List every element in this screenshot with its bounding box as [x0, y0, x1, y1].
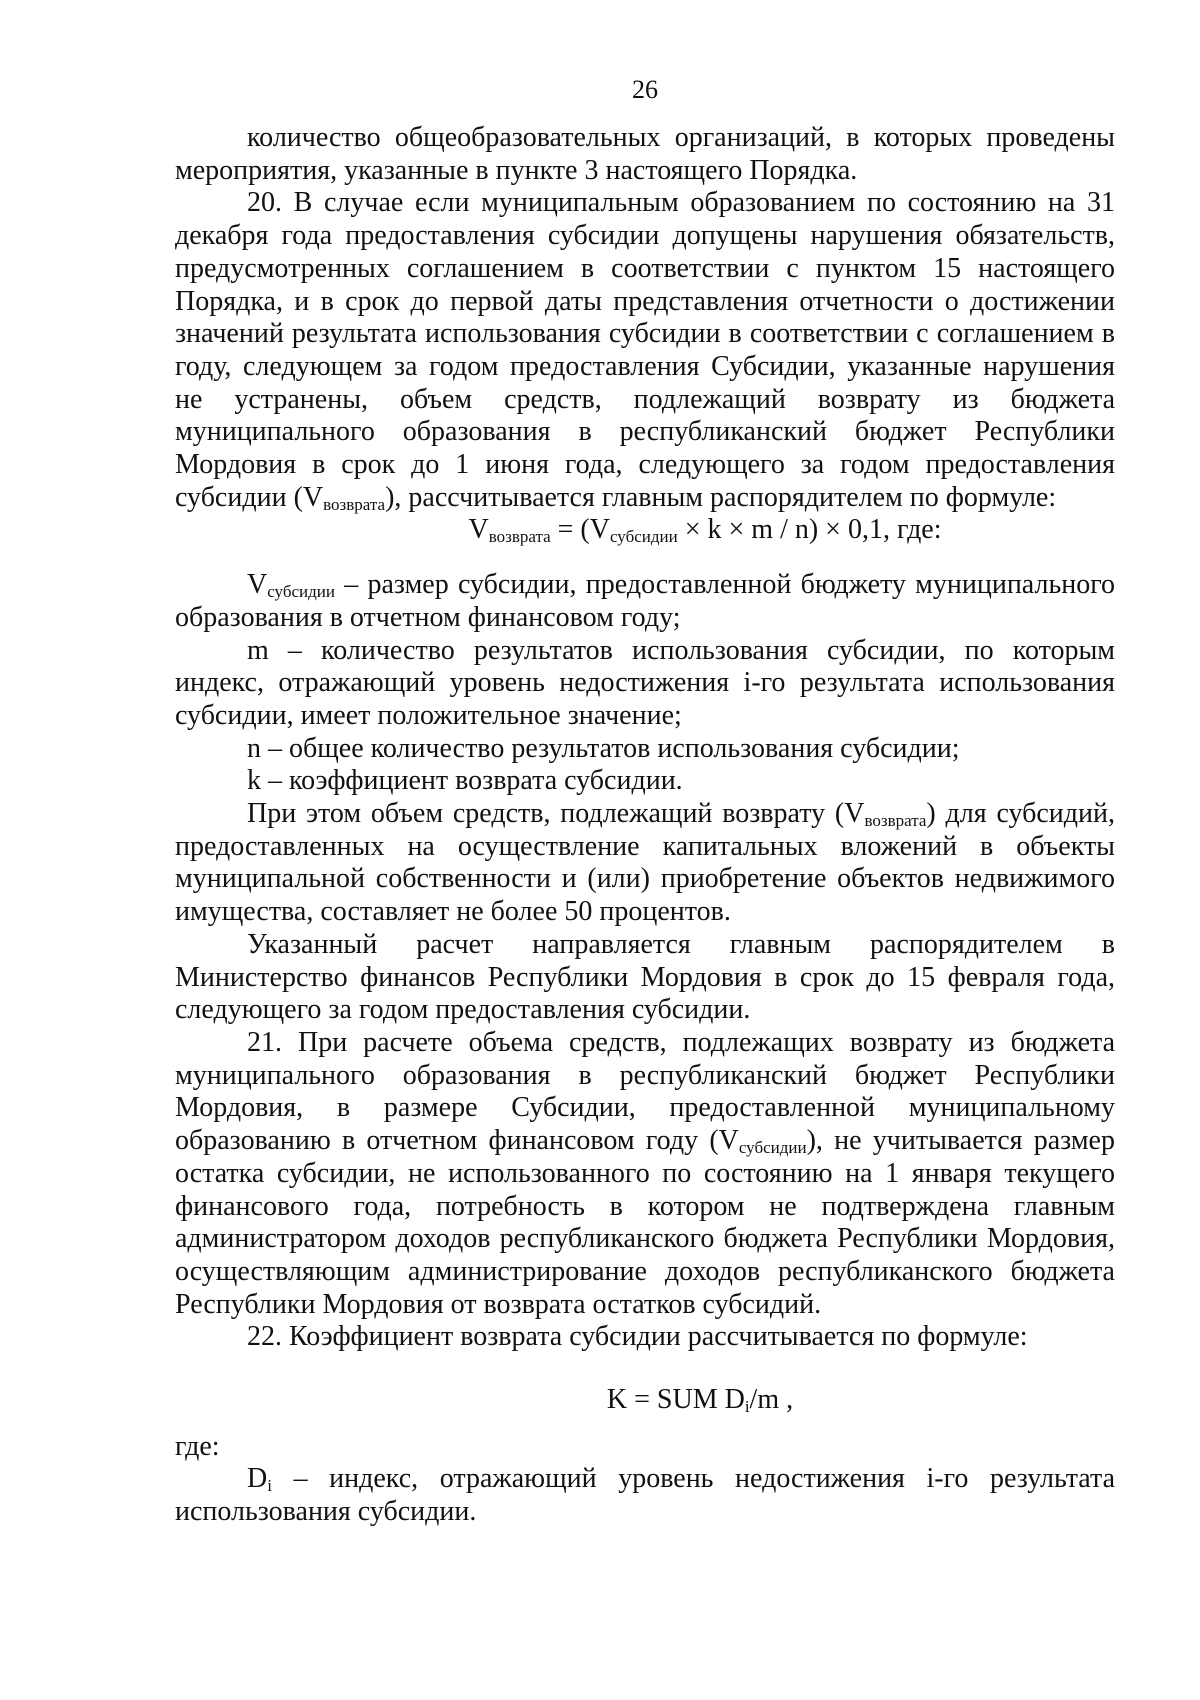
formula-sub-subsidii: субсидии	[609, 527, 678, 547]
capital-sub-vozvrata: возврата	[864, 811, 927, 831]
document-body	[175, 122, 1115, 1529]
formula-rest: × k × m / n) × 0,1, где:	[677, 514, 942, 546]
definition-m: m – количество результатов использования субсидии, по которым индекс, отражающий уровень недостижения i-го результата использования субсидии, имеет положительное значение;	[175, 634, 1115, 731]
paragraph-20	[175, 187, 1115, 514]
definition-d-text: – индекс, отражающий уровень недостижения i-го результата использования субсидии.	[175, 1463, 1115, 1528]
definition-d	[175, 1463, 1115, 1528]
paragraph-22: 22. Коэффициент возврата субсидии рассчитывается по формуле:	[247, 1321, 1028, 1353]
definition-v-symbol: V	[247, 569, 268, 601]
formula-coefficient	[175, 1384, 1115, 1417]
definition-v-subsidii	[175, 569, 1115, 634]
definition-d-sub: i	[267, 1476, 272, 1496]
capital-text-end: ) для субсидий, предоставленных на осуществление капитальных вложений в объекты муниципальной собственности и (или) приобретение объектов недвижимого имущества, составляет не более 50 процентов.	[175, 798, 1115, 928]
paragraph-continuation: количество общеобразовательных организаций, в которых проведены мероприятия, указанные в пункте 3 настоящего Порядка.	[175, 122, 1115, 186]
paragraph-21	[175, 1027, 1115, 1321]
formula-vozvrata	[175, 514, 1115, 547]
formula-k-end: /m ,	[749, 1384, 794, 1416]
paragraph-capital-investments	[175, 798, 1115, 929]
paragraph-20-text-end: ), рассчитывается главным распорядителем по формуле:	[385, 481, 1057, 513]
formula-k-main: K = SUM D	[606, 1384, 745, 1416]
paragraph-calculation-sent: Указанный расчет направляется главным распорядителем в Министерство финансов Республики Мордовия в срок до 15 февраля года, следующего за годом предоставления субсидии.	[175, 928, 1115, 1026]
definition-n: n – общее количество результатов использования субсидии;	[247, 732, 960, 764]
paragraph-21-sub-subsidii: субсидии	[738, 1138, 807, 1158]
formula-eq: = (V	[550, 514, 610, 546]
where-label: где:	[175, 1430, 220, 1462]
definition-v-text: – размер субсидии, предоставленной бюджету муниципального образования в отчетном финансовом году;	[175, 569, 1115, 633]
paragraph-21-text-end: ), не учитывается размер остатка субсидии, не использованного по состоянию на 1 января текущего финансового года, потребность в котором не подтверждена главным администратором доходов республиканского бюджета Республики Мордовия, осуществляющим администрирование доходов республиканского бюджета Республики Мордовия от возврата остатков субсидий.	[175, 1125, 1115, 1320]
definition-k: k – коэффициент возврата субсидии.	[247, 765, 683, 797]
formula-v: V	[468, 514, 489, 546]
paragraph-20-text: 20. В случае если муниципальным образованием по состоянию на 31 декабря года предоставления субсидии допущены нарушения обязательств, предусмотренных соглашением в соответствии с пунктом 15 настоящего Порядка, и в срок до первой даты представления отчетности о достижении значений результата использования субсидии в соответствии с соглашением в году, следующем за годом предоставления Субсидии, указанные нарушения не устранены, объем средств, подлежащий возврату из бюджета муниципального образования в республиканский бюджет Республики Мордовия в срок до 1 июня года, следующего за годом предоставления субсидии (V	[175, 187, 1115, 513]
subscript-vozvrata: возврата	[323, 494, 386, 514]
capital-text: При этом объем средств, подлежащий возврату (V	[247, 798, 865, 830]
formula-k-sub: i	[744, 1397, 750, 1417]
page-number: 26	[632, 75, 658, 104]
formula-sub-vozvrata: возврата	[488, 527, 551, 547]
paragraph-21-text: 21. При расчете объема средств, подлежащих возврату из бюджета муниципального образования в республиканский бюджет Республики Мордовия, в размере Субсидии, предоставленной муниципальному образованию в отчетном финансовом году (V	[175, 1026, 1115, 1157]
definition-v-sub: субсидии	[267, 582, 335, 602]
definition-d-symbol: D	[247, 1463, 268, 1495]
